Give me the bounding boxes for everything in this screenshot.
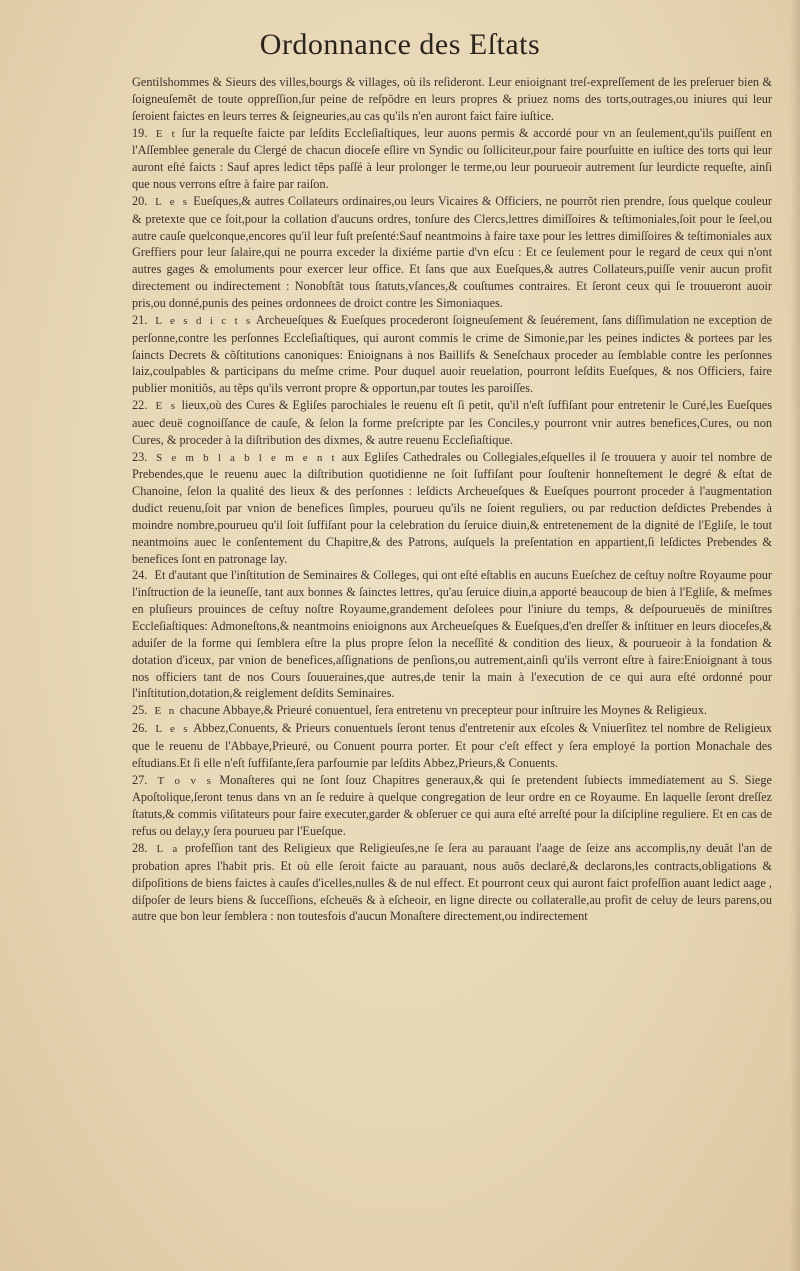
article-28 — [132, 840, 772, 925]
paragraph-text: Archeueſques & Eueſques procederont ſoigneuſement & ſeuérement, ſans diſſimulation ne exception de perſonne,contre les perſonnes Eccleſiaſtiques, qui auront commis le crime de Simonie,par les peines indictes & portees par les ſaincts Decrets & cõſtitutions canoniques: Enioignans à nos Baillifs & Seneſchaux proceder au ſemblable contre les perſonnes laiz,coulpables & participans du meſme crime. Pour duquel auoir reuelation, pourront leſdits Eueſques, & nos Officiers, faire publier monitiõs, au tẽps qu'ils verront propre & opportun,par toutes les paroiſſes. — [132, 312, 773, 396]
paragraph-text: Gentilshommes & Sieurs des villes,bourgs & villages, où ils reſideront. Leur enioignant treſ-expreſſement de les preſeruer bien & ſoigneuſemẽt de toute oppreſſion,ſur peine de reſpõdre en leurs propres & priuez noms des torts,outrages,ou iniures qui leur ſeroient faictes en leurs terres & ſeigneuries,au cas qu'ils n'en auront faict faire iuſtice. — [132, 75, 772, 123]
paragraph-text: Monaſteres qui ne ſont ſouz Chapitres generaux,& qui ſe pretendent ſubiects immediatement au S. Siege Apoſtolique,ſeront tenus dans vn an ſe reduire à quelque congregation de leur ordre en ce Royaume. En laquelle ſeront dreſſez ſtatuts,& commis viſitateurs pour faire executer,garder & obſeruer ce qui aura eſté arreſté pour la diſcipline reguliere. Et en cas de refus ou delay,y ſera pourueu par l'Eueſque. — [132, 772, 772, 839]
article-lead-word: L e s — [155, 195, 190, 208]
paragraph-continuation — [132, 74, 772, 125]
article-lead-word: L a — [156, 842, 180, 855]
paragraph-text: lieux,où des Cures & Egliſes parochiales le reuenu eſt ſi petit, qu'il n'eſt ſuffiſant pour entretenir le Curé,les Eueſques auec deuë cognoiſſance de cauſe, & ſelon la forme preſcripte par les Conciles,y pourront vnir autres benefices,Cures, ou non Cures, & proceder à la diſtribution des dixmes, & autre reuenu Eccleſiaſtique. — [132, 398, 773, 447]
article-20 — [132, 193, 772, 312]
article-lead-word: T o v s — [157, 774, 214, 787]
article-number: 21. — [132, 312, 148, 327]
article-number: 27. — [132, 772, 148, 787]
article-lead-word: L e s — [155, 723, 190, 736]
article-23 — [132, 449, 772, 568]
article-number: 22. — [132, 398, 148, 413]
article-19 — [132, 125, 772, 193]
article-lead-word: S e m b l a b l e m e n t — [156, 451, 337, 464]
article-number: 20. — [132, 193, 148, 208]
article-number: 23. — [132, 449, 148, 464]
article-number: 28. — [132, 840, 148, 855]
article-22 — [132, 397, 772, 449]
article-number: 26. — [132, 721, 148, 736]
paragraph-text: Et d'autant que l'inſtitution de Seminaires & Colleges, qui ont eſté eſtablis en aucuns Eueſchez de ceſtuy noſtre Royaume pour l'inſtruction de la ieuneſſe, tant aux bonnes & ſainctes lettres, qu'au ſeruice diuin,a apporté beaucoup de bien à l'Egliſe, & meſmes en pluſieurs prouinces de ceſtuy noſtre Royaume,grandement deſolees pour l'iniure du temps, & deſpourueuës de miniſtres Eccleſiaſtiques: Admoneſtons,& neantmoins enioignons aux Archeueſques & Eueſques,d'en dreſſer & inſtituer en leurs dioceſes,& aduiſer de la forme qui ſemblera eſtre la plus propre ſelon la neceſſité & condition des lieux, & pourueoir à la fondation & dotation d'iceux, par vnion de benefices,aſſignations de penſions,ou autrement,ainſi qu'ils verront eſtre à faire:Enioignant à tous nos officiers tant de nos Cours ſouueraines,que autres,de tenir la main à l'execution de ce qui aura eſté ordonné pour l'inſtitution,dotation,& reiglement deſdits Seminaires. — [132, 568, 772, 701]
article-number: 24. — [132, 568, 148, 583]
document-body — [132, 74, 772, 925]
page-header-title: Ordonnance des Eſtats — [259, 28, 541, 61]
article-number: 19. — [132, 125, 148, 140]
page-edge-shadow — [790, 0, 800, 1271]
article-21 — [132, 312, 772, 397]
paragraph-text: profeſſion tant des Religieux que Religieuſes,ne ſe ſera au parauant l'aage de ſeize ans accomplis,ny deuãt l'an de probation apres l'habit pris. Et où elle ſeroit faicte au parauant, nous auõs declaré,& declarons,les contracts,obligations & diſpoſitions de biens faictes à cauſes d'icelles,nulles & de nul effect. Et pourront ceux qui auront faict profeſſion auant ledict aage , diſpoſer de leurs biens & ſucceſſions, eſcheuës & à eſcheoir, en ligne directe ou collateralle,au profit de celuy de leurs parens,ou autre que bon leur ſemblera : non toutesfois d'aucun Monaſtere directement,ou indirectement — [132, 840, 772, 924]
paragraph-text: aux Egliſes Cathedrales ou Collegiales,eſquelles il ſe trouuera y auoir tel nombre de Prebendes,que le reuenu auec la diſtribution quotidienne ne ſoit ſuffiſant pour ſouſtenir honneſtement le degré & eſtat de Chanoine, ſelon la qualité des lieux & des perſonnes : leſdicts Archeueſques & Eueſques pourront proceder à l'augmentation dudict reuenu,ſoit par vnion de benefices ſimples, pourueu qu'ils ne ſoient reguliers, ou par reduction deſdictes Prebendes à moindre nombre,pourueu qu'il ſoit ſuffiſant pour la celebration du ſeruice diuin,& entretenement de la dignité de l'Egliſe, le tout neantmoins auec le conſentement du Chapitre,& des Patrons, auſquels la preſentation en appartient,ſi leſdictes Prebendes & benefices ſont en patronage lay. — [132, 449, 772, 566]
article-number: 25. — [132, 703, 148, 718]
paragraph-text: Abbez,Conuents, & Prieurs conuentuels ſeront tenus d'entretenir aux eſcoles & Vniuerſitez tel nombre de Religieux que le reuenu de l'Abbaye,Prieuré, ou Conuent pourra porter. Et pour c'eſt effect y ſera employé la portion Monachale des eſtudians.Et ſi elle n'eſt ſuffiſante,ſera parfournie par leſdits Abbez,Prieurs,& Conuents. — [132, 721, 772, 770]
paragraph-text: ſur la requeſte faicte par leſdits Eccleſiaſtiques, leur auons permis & accordé pour vn an ſeulement,qu'ils puiſſent en l'Aſſemblee generale du Clergé de chacun dioceſe eſlire vn Syndic ou ſolliciteur,pour faire pourſuitte en iuſtice des torts qui leur auront eſté faicts : Sauf apres ledict tẽps paſſé à leur prolonger le terme,ou leur pourueoir autrement ſur leurdicte requeſte, ainſi que nous verrons eſtre à faire par raiſon. — [132, 125, 772, 192]
article-lead-word: L e s d i c t s — [155, 314, 253, 327]
paragraph-text: Eueſques,& autres Collateurs ordinaires,ou leurs Vicaires & Officiers, ne pourrõt rien prendre, ſous quelque couleur & pretexte que ce ſoit,pour la collation d'aucuns ordres, tonſure des Clercs,lettres dimiſſoires & teſtimoniales,ſoit pour le ſeel,ou autre cauſe quelconque,encores qu'il leur fuſt preſenté:Sauf neantmoins à faire taxe pour les lettres dimiſſoires & teſtimoniales aux Greffiers pour leur ſalaire,qui ne pourra exceder la dixiéme partie d'vn eſcu : Et ce ſeulement pour le regard de ceux qui n'ont autres gages & emoluments pour exercer leur office. Et ſans que aux Eueſques,& autres Collateurs,puiſſe venir aucun profit directement ou indirectement : Nonobſtãt tous ſtatuts,vſances,& couſtumes contraires. Et ſeront ceux qui ſe trouueront auoir pris,ou donné,punis des peines ordonnees de droict contre les Simoniaques. — [132, 193, 772, 310]
article-26 — [132, 720, 772, 772]
paragraph-text: chacune Abbaye,& Prieuré conuentuel, ſera entretenu vn precepteur pour inſtruire les Moynes & Religieux. — [179, 703, 707, 718]
article-lead-word: E t — [155, 127, 178, 140]
article-27 — [132, 772, 772, 840]
article-lead-word: E n — [154, 705, 177, 718]
article-25 — [132, 702, 772, 720]
article-lead-word: E s — [155, 400, 178, 413]
article-24 — [132, 567, 772, 702]
